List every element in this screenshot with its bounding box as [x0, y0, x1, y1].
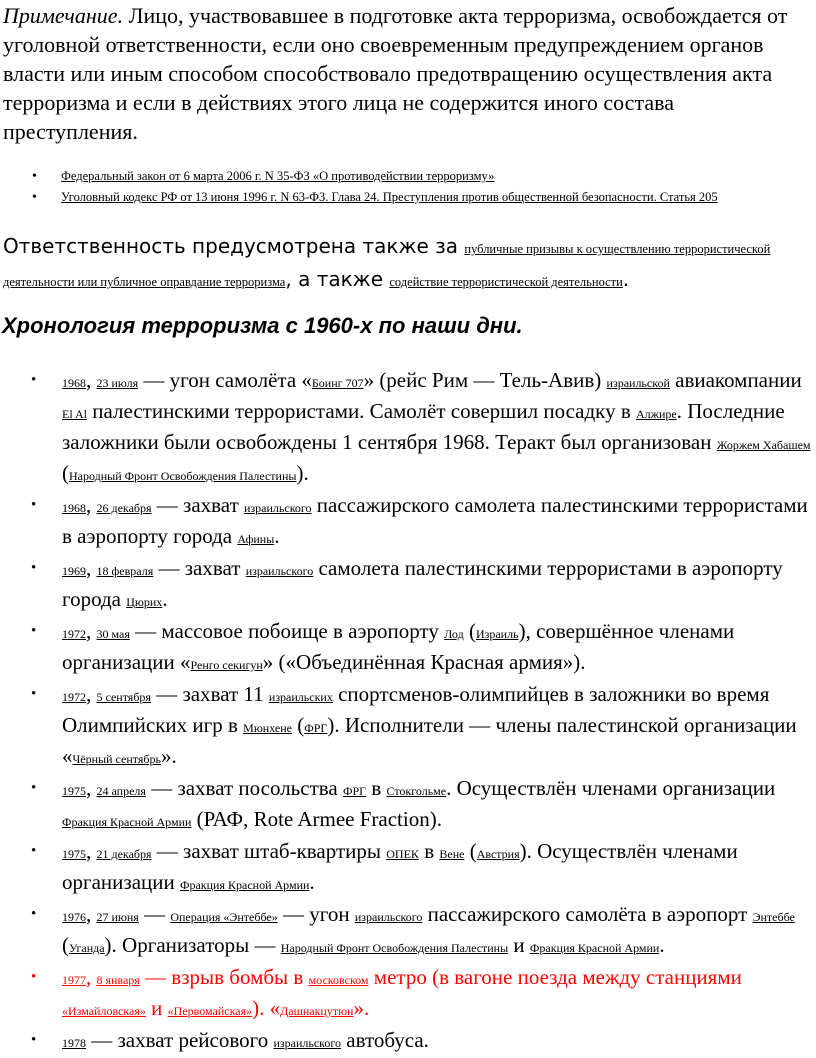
chronology-item [0, 774, 812, 836]
event-link[interactable]: Алжире [636, 407, 677, 421]
event-text: ). Осуществлён членами организации [62, 839, 738, 894]
responsibility-paragraph [3, 231, 813, 297]
event-text: ». [160, 744, 177, 768]
event-link[interactable]: Стокгольме [386, 784, 447, 798]
event-year-link[interactable]: 1976 [62, 910, 86, 924]
note-text: Лицо, участвовавшее в подготовке акта терроризма, освобождается от уголовной ответственности, если оно своевременным предупреждением органов власти или иным способом способствовало предотвращению осуществления акта терроризма и если в действиях этого лица не содержится иного состава преступления. [3, 3, 788, 144]
event-link[interactable]: Жоржем Хабашем [716, 438, 811, 452]
event-link[interactable]: московском [308, 973, 369, 987]
reference-item [2, 187, 812, 208]
event-text: ( [463, 619, 476, 643]
event-year-link[interactable]: 1972 [62, 690, 86, 704]
event-date-link[interactable]: 5 сентября [96, 690, 151, 704]
event-text: автобуса. [341, 1028, 429, 1052]
event-link[interactable]: Народный Фронт Освобождения Палестины [69, 469, 297, 483]
event-text: — [138, 902, 171, 926]
event-year-link[interactable]: 1968 [62, 501, 86, 515]
event-text: — захват штаб-квартиры [151, 839, 387, 863]
event-text: — захват рейсового [86, 1028, 274, 1052]
event-date-link[interactable]: 23 июля [96, 376, 139, 390]
event-text: . [274, 524, 280, 548]
event-year-link[interactable]: 1975 [62, 847, 86, 861]
event-date-link[interactable]: 27 июня [96, 910, 139, 924]
event-link[interactable]: Энтеббе [752, 910, 795, 924]
event-text: ( [62, 933, 69, 957]
event-text: . [659, 933, 665, 957]
event-link[interactable]: «Первомайская» [167, 1004, 253, 1018]
event-link[interactable]: Дашнакцутюн [280, 1004, 354, 1018]
event-link[interactable]: Цюрих [126, 595, 163, 609]
chronology-item [0, 1026, 812, 1057]
event-text: ). Исполнители — члены палестинской организации « [62, 713, 797, 768]
chronology-item [0, 366, 812, 490]
event-separator: , [86, 776, 97, 800]
event-link[interactable]: ОПЕК [386, 847, 419, 861]
event-separator: , [86, 493, 97, 517]
event-text: самолета палестинскими террористами в аэропорту города [62, 556, 783, 611]
event-link[interactable]: ФРГ [304, 721, 328, 735]
event-text: . [162, 587, 168, 611]
event-text: — захват посольства [145, 776, 343, 800]
reference-link-criminal-code[interactable]: Уголовный кодекс РФ от 13 июня 1996 г. N 63-ФЗ. Глава 24. Преступления против общественной безопасности. Статья 205 [61, 190, 718, 204]
event-text: метро (в вагоне поезда между станциями [368, 965, 742, 989]
event-link[interactable]: Фракция Красной Армии [180, 878, 310, 892]
event-text: ). [296, 461, 309, 485]
event-link[interactable]: Народный Фронт Освобождения Палестины [280, 941, 509, 955]
event-link[interactable]: израильского [245, 564, 314, 578]
event-separator: , [86, 902, 97, 926]
event-separator: , [86, 368, 97, 392]
event-link[interactable]: El Al [62, 407, 88, 421]
event-date-link[interactable]: 26 декабря [96, 501, 152, 515]
event-text: — взрыв бомбы в [139, 965, 309, 989]
chronology-item [0, 554, 812, 616]
event-year-link[interactable]: 1968 [62, 376, 86, 390]
event-year-link[interactable]: 1972 [62, 627, 86, 641]
event-text: пассажирского самолёта в аэропорт [422, 902, 753, 926]
event-year-link[interactable]: 1975 [62, 784, 86, 798]
event-separator: , [86, 965, 97, 989]
event-link[interactable]: израильского [273, 1036, 341, 1050]
chronology-item [0, 491, 812, 553]
event-separator: , [86, 682, 97, 706]
event-link[interactable]: израильской [606, 376, 670, 390]
event-separator: , [86, 556, 97, 580]
chronology-item [0, 680, 812, 773]
event-date-link[interactable]: 30 мая [96, 627, 130, 641]
chronology-list [0, 366, 812, 1058]
event-text: . Осуществлён членами организации [446, 776, 776, 800]
event-text: в [366, 776, 387, 800]
event-link[interactable]: Израиль [475, 627, 519, 641]
event-link[interactable]: Ренго секигун [190, 658, 263, 672]
event-text: ( [464, 839, 477, 863]
event-text: палестинскими террористами. Самолёт совершил посадку в [87, 399, 636, 423]
chronology-item [0, 837, 812, 899]
chronology-item [0, 900, 812, 962]
event-text: — массовое побоище в аэропорту [129, 619, 445, 643]
note-lead: Примечание. [3, 3, 124, 28]
event-link[interactable]: израильского [244, 501, 312, 515]
responsibility-text: Ответственность предусмотрена также за [3, 234, 465, 258]
reference-link-federal-law[interactable]: Федеральный закон от 6 марта 2006 г. N 35-ФЗ «О противодействии терроризму» [61, 169, 495, 183]
event-link[interactable]: Операция «Энтеббе» [170, 910, 278, 924]
event-link[interactable]: Фракция Красной Армии [529, 941, 660, 955]
chronology-item [0, 963, 812, 1025]
event-text: ». [353, 996, 370, 1020]
event-date-link[interactable]: 21 декабря [96, 847, 152, 861]
responsibility-link-public-calls[interactable]: публичные призывы к осуществлению террористической деятельности или публичное оправдание терроризма [3, 242, 771, 289]
event-separator: , [86, 619, 97, 643]
references-list [2, 166, 812, 208]
reference-item [2, 166, 812, 187]
event-date-link[interactable]: 18 февраля [96, 564, 154, 578]
event-link[interactable]: израильских [268, 690, 333, 704]
chronology-heading: Хронология терроризма с 1960-х по наши дни. [2, 313, 523, 338]
event-link[interactable]: Уганда [69, 941, 105, 955]
event-year-link[interactable]: 1978 [62, 1036, 86, 1050]
event-text: ). Организаторы — [104, 933, 281, 957]
event-text: (РАФ, Rote Armee Fraction). [191, 807, 442, 831]
event-text: ( [62, 461, 69, 485]
event-text: ( [292, 713, 305, 737]
event-date-link[interactable]: 24 апреля [96, 784, 146, 798]
responsibility-text: , а также [285, 267, 390, 291]
event-text: пассажирского самолета палестинскими террористами в аэропорту города [62, 493, 808, 548]
event-text: — угон самолёта « [138, 368, 312, 392]
event-link[interactable]: Мюнхене [243, 721, 293, 735]
chronology-item [0, 617, 812, 679]
event-link[interactable]: Вене [439, 847, 465, 861]
event-text: и [508, 933, 530, 957]
event-separator: , [86, 839, 97, 863]
event-text: . [309, 870, 315, 894]
responsibility-link-assistance[interactable]: содействие террористической деятельности [389, 275, 623, 289]
event-date-link[interactable]: 8 января [96, 973, 140, 987]
note-paragraph [3, 1, 813, 146]
event-text: . Последние заложники были освобождены 1 сентября 1968. Теракт был организован [62, 399, 785, 454]
event-text: — захват [151, 493, 244, 517]
event-text: » (рейс Рим — Тель-Авив) [363, 368, 607, 392]
event-link[interactable]: Лод [444, 627, 464, 641]
event-link[interactable]: Чёрный сентябрь [72, 752, 161, 766]
event-text: авиакомпании [669, 368, 802, 392]
event-link[interactable]: «Измайловская» [62, 1004, 146, 1018]
event-text: — захват 11 [150, 682, 269, 706]
event-year-link[interactable]: 1969 [62, 564, 86, 578]
event-text: ), совершённое членами организации « [62, 619, 735, 674]
event-link[interactable]: Афины [237, 532, 275, 546]
event-link[interactable]: ФРГ [342, 784, 367, 798]
event-text: ). « [252, 996, 281, 1020]
event-year-link[interactable]: 1977 [62, 973, 86, 987]
responsibility-text: . [622, 267, 630, 291]
event-link[interactable]: Австрия [476, 847, 520, 861]
event-text: спортсменов-олимпийцев в заложники во время Олимпийских игр в [62, 682, 770, 737]
event-text: в [418, 839, 440, 863]
event-text: и [145, 996, 168, 1020]
event-link[interactable]: Боинг 707 [311, 376, 364, 390]
event-text: — угон [277, 902, 355, 926]
event-link[interactable]: Фракция Красной Армии [62, 815, 192, 829]
event-link[interactable]: израильского [354, 910, 423, 924]
event-text: — захват [153, 556, 246, 580]
event-text: » («Объединённая Красная армия»). [262, 650, 586, 674]
